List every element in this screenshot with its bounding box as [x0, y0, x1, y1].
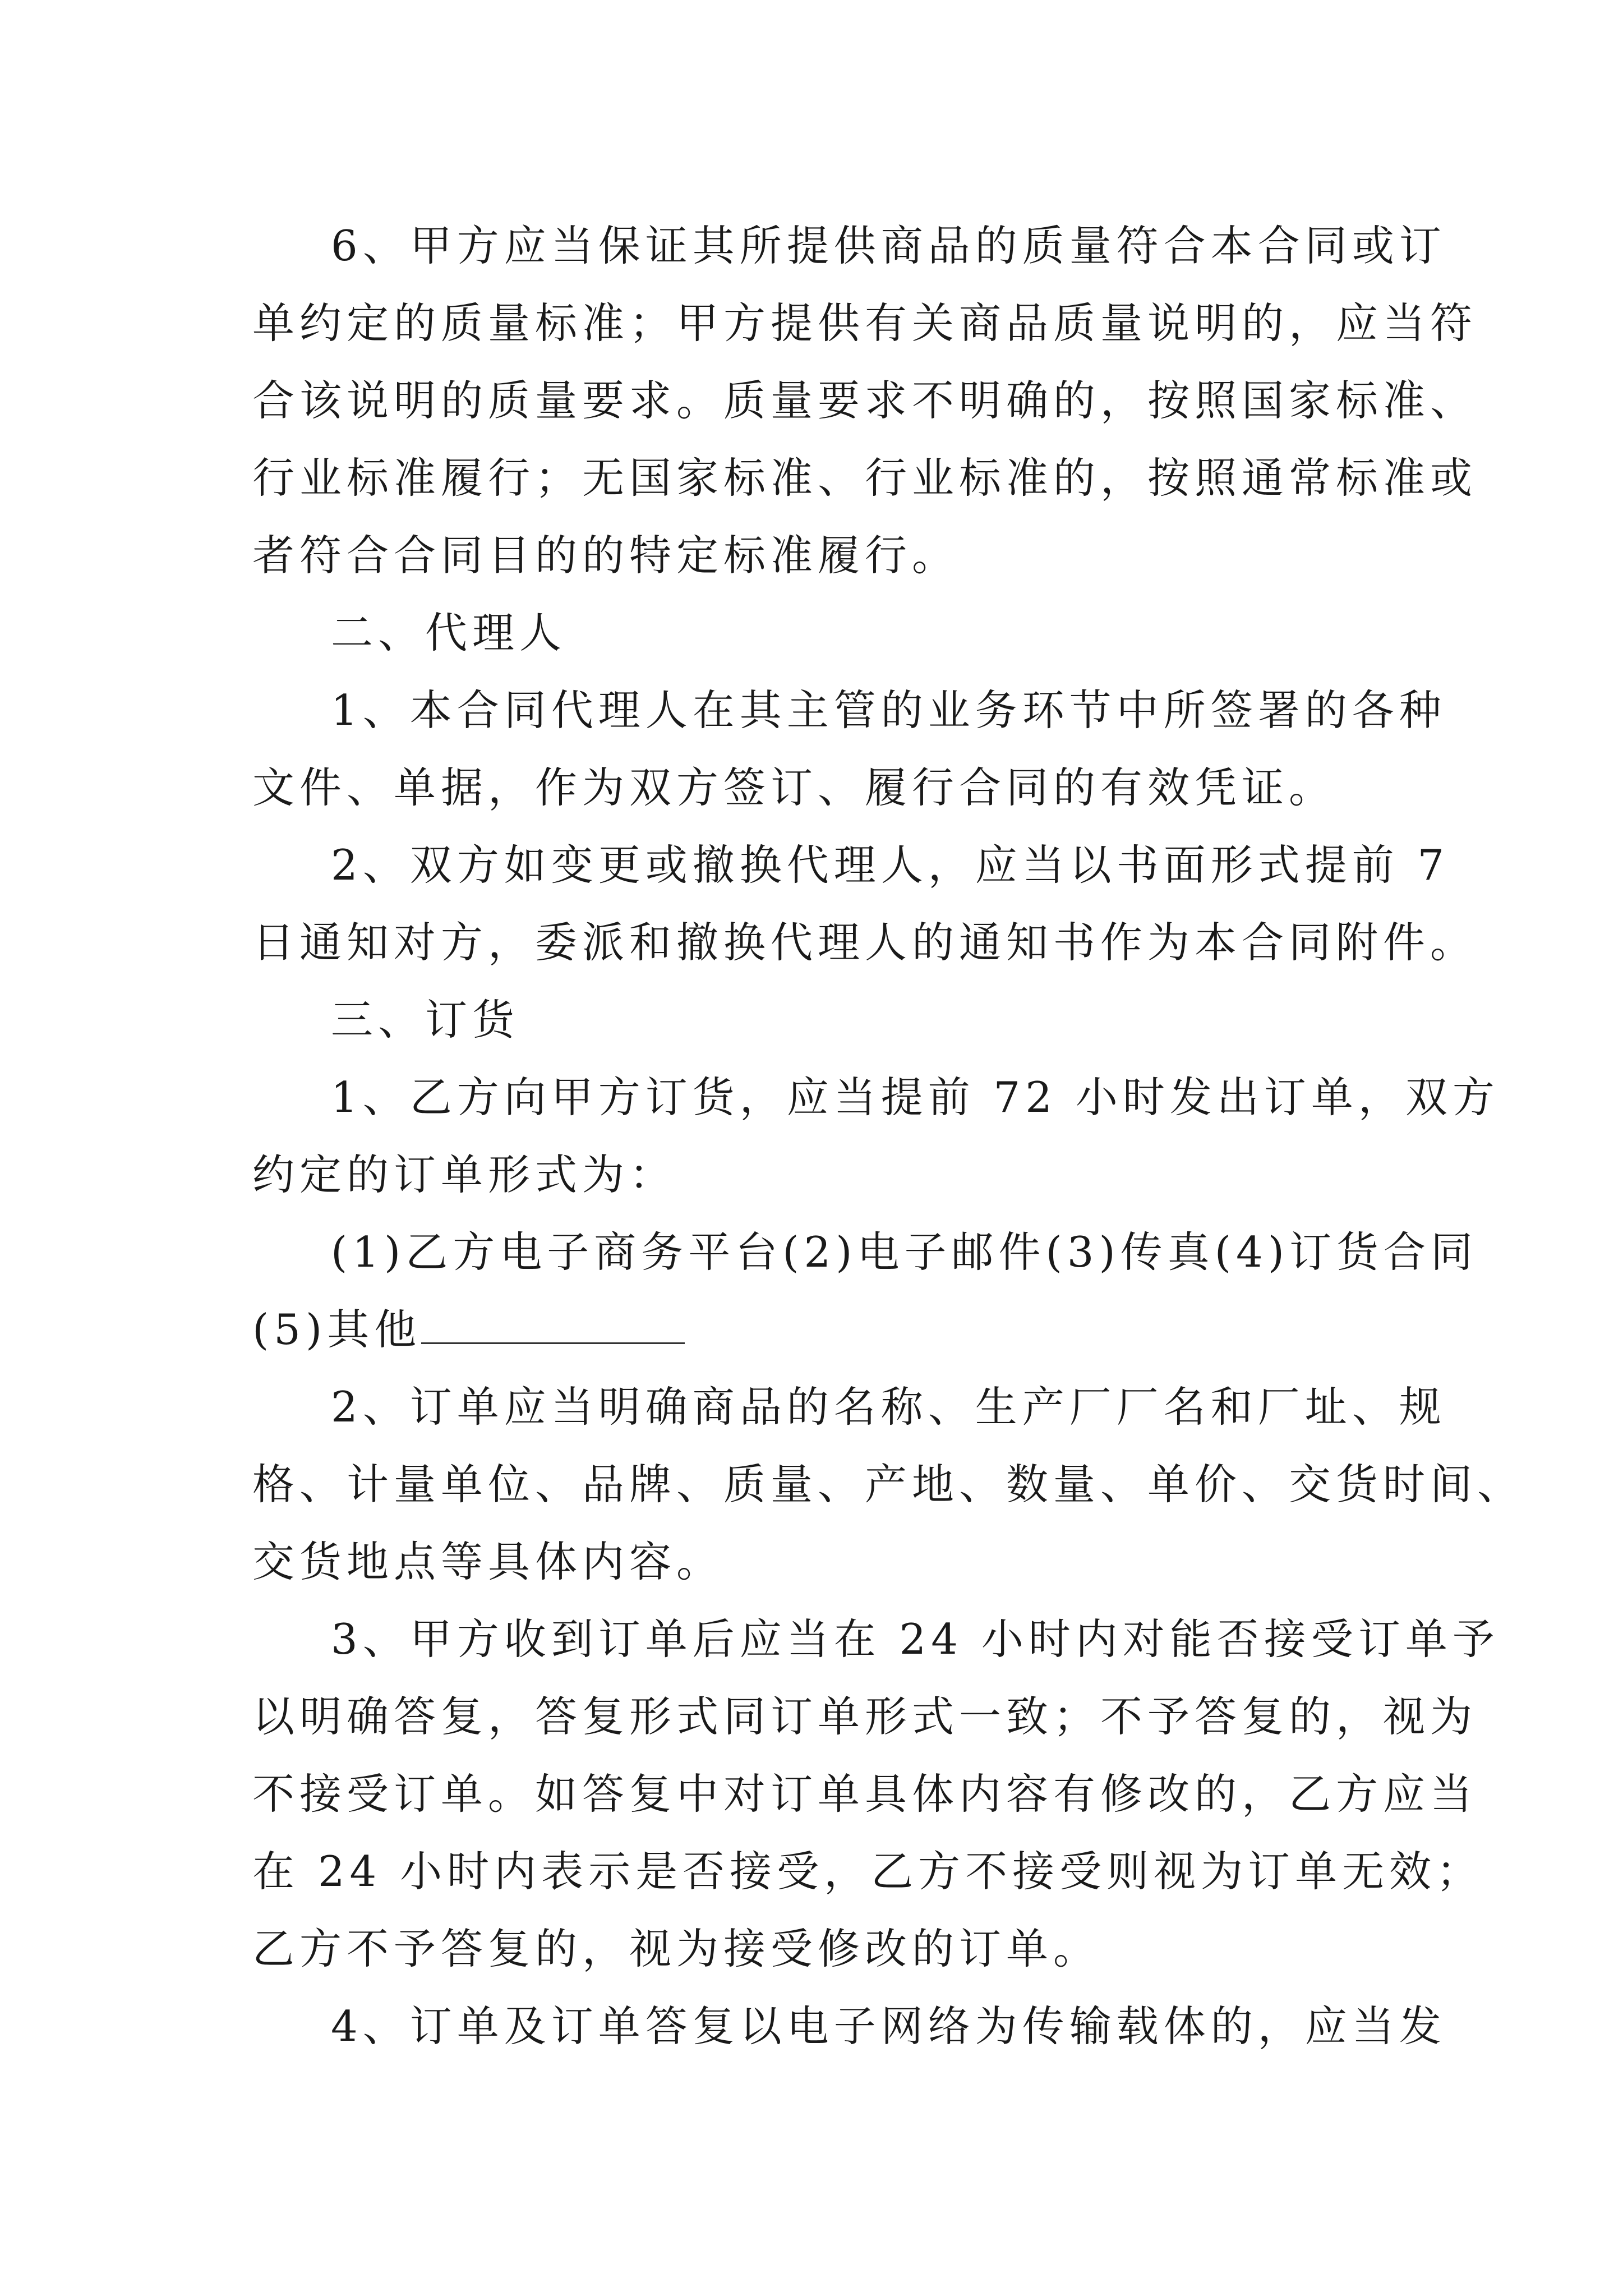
order-clause-1-line-1: 1、乙方向甲方订货，应当提前 72 小时发出订单，双方	[331, 1073, 1500, 1122]
paragraph-6-quality-line-5: 者符合合同目的的特定标准履行。	[252, 531, 960, 580]
order-clause-3-line-2: 以明确答复，答复形式同订单形式一致；不予答复的，视为	[252, 1692, 1478, 1741]
paragraph-6-quality-line-1: 6、甲方应当保证其所提供商品的质量符合本合同或订	[331, 221, 1446, 270]
agent-clause-2-line-1: 2、双方如变更或撤换代理人，应当以书面形式提前 7	[331, 840, 1450, 890]
order-clause-4-line-1: 4、订单及订单答复以电子网络为传输载体的，应当发	[331, 2001, 1446, 2051]
section-heading-ordering: 三、订货	[331, 995, 520, 1045]
paragraph-6-quality-line-2: 单约定的质量标准；甲方提供有关商品质量说明的，应当符	[252, 298, 1478, 348]
order-forms-other-label: (5)其他	[252, 1305, 422, 1354]
order-clause-3-line-3: 不接受订单。如答复中对订单具体内容有修改的，乙方应当	[252, 1769, 1478, 1819]
order-clause-3-line-4: 在 24 小时内表示是否接受，乙方不接受则视为订单无效；	[252, 1847, 1484, 1896]
paragraph-6-quality-line-4: 行业标准履行；无国家标准、行业标准的，按照通常标准或	[252, 453, 1478, 503]
order-clause-2-line-3: 交货地点等具体内容。	[252, 1537, 724, 1586]
order-clause-1-line-2: 约定的订单形式为：	[252, 1150, 677, 1199]
order-forms-line-2	[252, 1301, 685, 1358]
agent-clause-1-line-1: 1、本合同代理人在其主管的业务环节中所签署的各种	[331, 685, 1446, 735]
order-forms-line-1: (1)乙方电子商务平台(2)电子邮件(3)传真(4)订货合同	[331, 1227, 1478, 1277]
order-clause-2-line-2: 格、计量单位、品牌、质量、产地、数量、单价、交货时间、	[252, 1460, 1525, 1509]
agent-clause-1-line-2: 文件、单据，作为双方签订、履行合同的有效凭证。	[252, 763, 1336, 812]
section-heading-agent: 二、代理人	[331, 608, 567, 657]
fill-in-blank-line	[421, 1303, 685, 1344]
paragraph-6-quality-line-3: 合该说明的质量要求。质量要求不明确的，按照国家标准、	[252, 376, 1478, 425]
order-clause-3-line-1: 3、甲方收到订单后应当在 24 小时内对能否接受订单予	[331, 1614, 1500, 1664]
agent-clause-2-line-2: 日通知对方，委派和撤换代理人的通知书作为本合同附件。	[252, 918, 1478, 967]
order-clause-3-line-5: 乙方不予答复的，视为接受修改的订单。	[252, 1924, 1101, 1973]
order-clause-2-line-1: 2、订单应当明确商品的名称、生产厂厂名和厂址、规	[331, 1382, 1446, 1432]
